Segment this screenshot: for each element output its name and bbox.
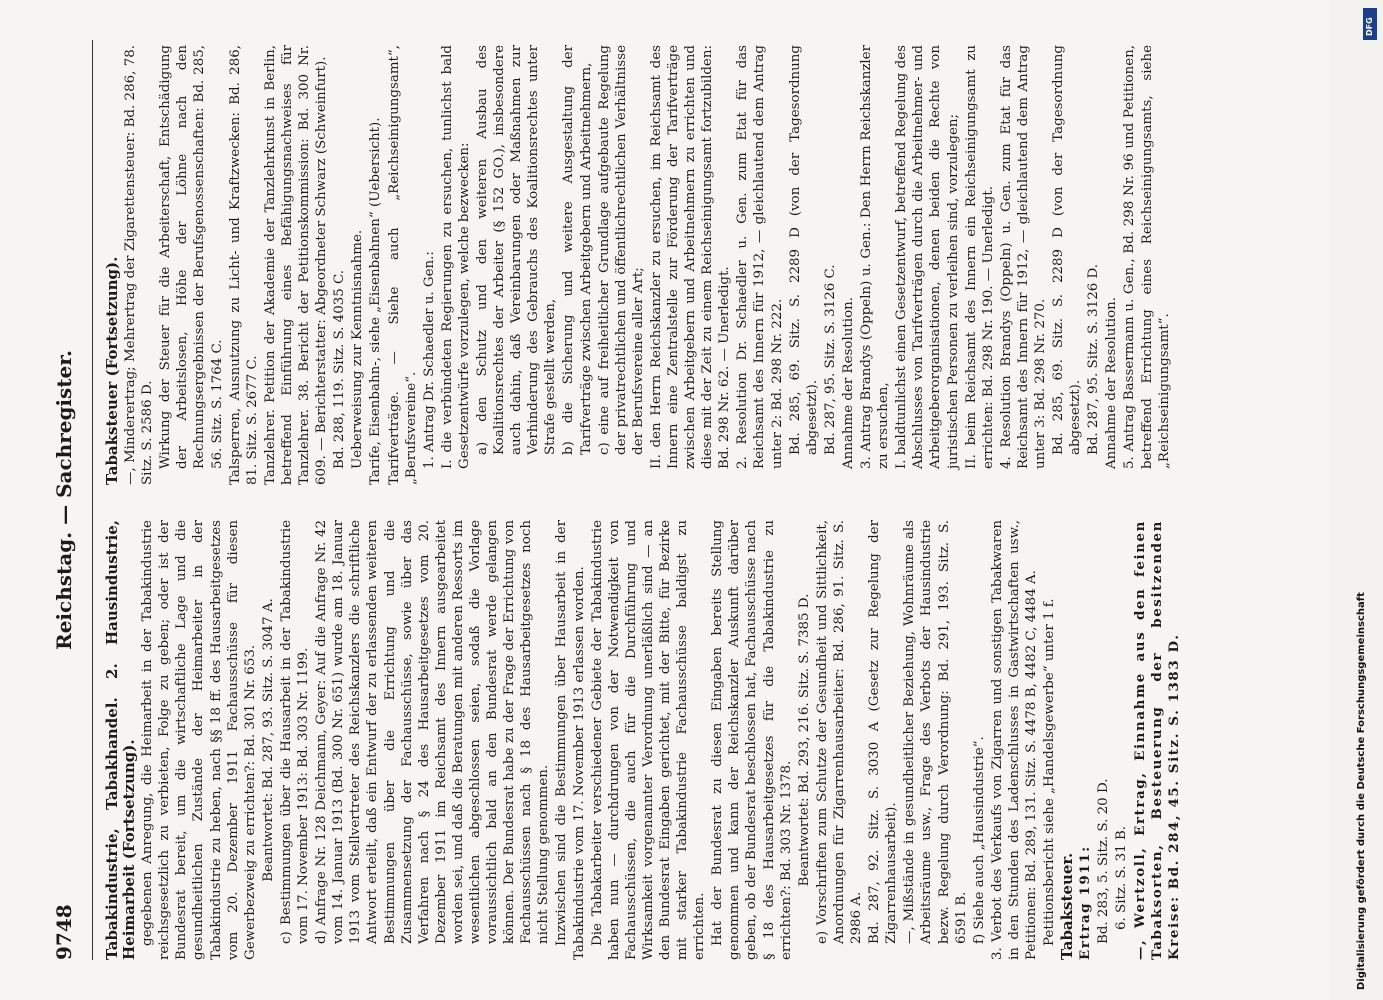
- entry-text: 1. Antrag Dr. Schaedler u. Gen.:: [421, 251, 437, 469]
- right-column: [104, 45, 1174, 485]
- entry-text: 3. Antrag Brandys (Oppeln) u. Gen.: Den Herrn Reichskanzler zu ersuchen,: [859, 45, 892, 469]
- page-number: 9748: [52, 904, 76, 960]
- entry-text: gegebenen Anregung, die Heimarbeit in der Tabakindustrie reichsgesetzlich zu verbieten, Folge zu geben; oder ist der Bundesrat bereit, um die wirtschaftliche Lage und die gesundheitlichen Zustände der Heimarbeiter in der Tabakindustrie zu heben, nach §§ 18 ff. des Hausarbeitgesetzes vom 20. Dezember 1911 Fachausschüsse für diesen Gewerbezweig zu errichten?: Bd. 301 Nr. 653.: [140, 520, 258, 960]
- entry-text: Tarife, Eisenbahn-, siehe „Eisenbahnen“ (Uebersicht).: [368, 117, 384, 485]
- entry-reference: Bd. 285, 69. Sitz. S. 2289 D (von der Tagesordnung abgesetzt).: [787, 45, 820, 455]
- entry-text: Ueberweisung zur Kenntnisnahme.: [350, 229, 366, 469]
- entry-reference: 6. Sitz. S. 31 B.: [1114, 825, 1130, 930]
- entry-reference: Beantwortet: Bd. 287, 93. Sitz. S. 3047 A.: [260, 598, 276, 882]
- dfg-logo-text: DFG: [1365, 17, 1374, 36]
- entry-text: Tanzlehrer. Petition der Akademie der Tanzlehrkunst in Berlin, betreffend Einführung eines Befähigungsnachweises für Tanzlehrer. 38. Bericht der Petitionskommission: Bd. 300 Nr. 609. — Berichterstatter: Abgeordneter Schwarz (Schweinfurt).: [262, 45, 330, 485]
- entry-text: I. die verbündeten Regierungen zu ersuchen, tunlichst bald Gesetzentwürfe vorzulegen, welche bezwecken:: [439, 45, 472, 469]
- entry-text: —, Mißstände in gesundheitlicher Beziehung, Wohnräume als Arbeitsräume usw., Frage des Verbots der Hausindustrie bezw. Regelung durch Verordnung: Bd. 291, 193. Sitz. S. 6591 B.: [902, 520, 969, 944]
- entry-text: a) den Schutz und den weiteren Ausbau des Koalitionsrechtes der Arbeiter (§ 152 GO.), insbesondere auch dahin, daß Vereinbarungen oder Maßnahmen zur Verhinderung des Gebrauchs des Koalitionsrechtes unter Strafe gestellt werden,: [474, 45, 559, 455]
- running-title: Reichstag. — Sachregister.: [52, 350, 76, 650]
- entry-reference: Bd. 287, 95. Sitz. S. 3126 D.: [1086, 263, 1102, 455]
- entry-text: c) Bestimmungen über die Hausarbeit in der Tabakindustrie vom 17. November 1913: Bd. 303 Nr. 1199.: [278, 520, 312, 944]
- entry-text: Wirkung der Steuer für die Arbeiterschaft, Entschädigung der Arbeitslosen, Höhe der Löhne nach den Rechnungsergebnissen der Berufsgenossenschaften: Bd. 285, 56. Sitz. S. 1764 C.: [158, 45, 225, 469]
- entry-text: 5. Antrag Bassermann u. Gen., Bd. 298 Nr. 96 und Petitionen, betreffend Errichtung eines Reichseinigungsamts, siehe „Reichseinigungsamt“.: [1122, 45, 1172, 469]
- entry-text: II. beim Reichsamt des Innern ein Reichseinigungsamt zu errichten: Bd. 298 Nr. 190. — Unerledigt.: [963, 45, 996, 469]
- entry-reference: Bd. 288, 119. Sitz. S. 4035 C.: [332, 269, 348, 469]
- entry-text: —, Wertzoll, Ertrag, Einnahme aus den feinen Tabaksorten, Besteuerung der besitzenden Kreise: Bd. 284, 45. Sitz. S. 1383 D.: [1131, 520, 1182, 960]
- entry-text: 4. Resolution Brandys (Oppeln) u. Gen. zum Etat für das Reichsamt des Innern für 1912, — gleichlautend dem Antrag unter 3: Bd. 298 Nr. 270.: [998, 45, 1048, 469]
- entry-reference: Beantwortet: Bd. 293, 216. Sitz. S. 7385 D.: [796, 593, 812, 887]
- entry-heading: Tabaksteuer.: [1058, 852, 1077, 960]
- entry-text: c) eine auf freiheitlicher Grundlage aufgebaute Regelung der privatrechtlichen und öffentlichrechtlichen Verhältnisse der Berufsvereine aller Art;: [596, 45, 646, 455]
- entry-reference: Bd. 287, 92. Sitz. S. 3030 A (Gesetz zur Regelung der Zigarrenhausarbeit).: [867, 520, 900, 944]
- entry-reference: Bd. 283, 5. Sitz. S. 20 D.: [1096, 778, 1112, 944]
- left-column: [104, 520, 1184, 960]
- entry-text: Talsperren, Ausnutzung zu Licht- und Kraftzwecken: Bd. 286, 81. Sitz. S. 2677 C.: [227, 45, 260, 485]
- entry-text: f) Siehe auch „Hausindustrie“.: [971, 736, 987, 944]
- entry-text: II. den Herrn Reichskanzler zu ersuchen, im Reichsamt des Innern eine Zentralstelle zur Förderung der Tarifverträge zwischen Arbeitgebern und Arbeitnehmern zu errichten und diese mit der Zeit zu einem Reichseinigungsamt fortzubilden: Bd. 298 Nr. 62. — Unerledigt.: [648, 45, 733, 469]
- entry-text: Inzwischen sind die Bestimmungen über Hausarbeit in der Tabakindustrie vom 17. November 1913 erlassen worden.: [554, 520, 587, 960]
- dfg-logo: [1363, 8, 1377, 40]
- entry-text: Petitionsbericht siehe „Handelsgewerbe“ unter 1 f.: [1042, 598, 1058, 946]
- entry-heading: Tabakindustrie, Tabakhandel. 2. Hausindustrie, Heimarbeit (Fortsetzung).: [103, 520, 139, 960]
- entry-text: Annahme der Resolution.: [840, 296, 856, 469]
- entry-text: Annahme der Resolution.: [1104, 296, 1120, 469]
- entry-text: —, Minderertrag; Mehrertrag der Zigarettensteuer: Bd. 286, 78. Sitz. S. 2586 D.: [123, 45, 156, 485]
- entry-text: b) die Sicherung und weitere Ausgestaltung der Tarifverträge zwischen Arbeitgebern und Arbeitnehmern,: [561, 45, 594, 455]
- entry-text: 3. Verbot des Verkaufs von Zigarren und sonstigen Tabakwaren in den Stunden des Ladenschlusses in Gastwirtschaften usw., Petitionen: Bd. 289, 131. Sitz. S. 4478 B, 4482 C, 4484 A.: [989, 520, 1039, 960]
- entry-reference: Bd. 285, 69. Sitz. S. 2289 D (von der Tagesordnung abgesetzt).: [1051, 45, 1084, 455]
- header-rule: [92, 40, 93, 960]
- entry-text: Die Tabakarbeiter verschiedener Gebiete der Tabakindustrie haben nun — durchdrungen von der Notwendigkeit von Fachausschüssen, die auch für die Durchführung und Wirksamkeit vorgenannter Verordnung unerläßlich sind — an den Bundesrat Eingaben gerichtet, mit der Bitte, für Bezirke mit starker Tabakindustrie Fachausschüsse baldigst zu errichten.: [589, 520, 708, 960]
- entry-text: Tarifverträge. — Siehe auch „Reichseinigungsamt“, „Berufsvereine“.: [386, 45, 419, 485]
- entry-text: I. baldtunlichst einen Gesetzentwurf, betreffend Regelung des Abschlusses von Tarifverträgen durch die Arbeitnehmer- und Arbeitgeberorganisationen, denen beiden die Rechte von juristischen Personen zu verleihen sind, vorzulegen;: [894, 45, 961, 469]
- entry-text: e) Vorschriften zum Schutze der Gesundheit und Sittlichkeit, Anordnungen für Zigarrenhausarbeiter: Bd. 286, 91. Sitz. S. 2986 A.: [814, 520, 865, 944]
- entry-text: 2. Resolution Dr. Schaedler u. Gen. zum Etat für das Reichsamt des Innern für 1912, — gleichlautend dem Antrag unter 2: Bd. 298 Nr. 222.: [735, 45, 785, 469]
- entry-reference: Bd. 287, 95. Sitz. S. 3126 C.: [822, 264, 838, 455]
- entry-text: d) Anfrage Nr. 128 Deichmann, Geyer: Auf die Anfrage Nr. 42 vom 14. Januar 1913 (Bd. 300 Nr. 651) wurde am 18. Januar 1913 vom Stellvertreter des Reichskanzlers die schriftliche Antwort erteilt, daß ein Entwurf der zu erlassenden weiteren Bestimmungen über die Errichtung und die Zusammensetzung der Fachausschüsse, sowie über das Verfahren nach § 24 des Hausarbeitgesetzes vom 20. Dezember 1911 im Reichsamt des Innern ausgearbeitet worden sei, und daß die Beratungen mit anderen Ressorts im wesentlichen abgeschlossen seien, sodaß die Vorlage voraussichtlich bald an den Bundesrat werde gelangen können. Der Bundesrat habe zu der Frage der Errichtung von Fachausschüssen nach § 18 des Hausarbeitgesetzes noch nicht Stellung genommen.: [314, 520, 552, 944]
- entry-heading: Tabaksteuer (Fortsetzung).: [103, 256, 121, 485]
- digitization-note: Digitalisierung gefördert durch die Deutsche Forschungsgemeinschaft: [1356, 592, 1367, 990]
- entry-text: Hat der Bundesrat zu diesen Eingaben bereits Stellung genommen und kann der Reichskanzler Auskunft darüber geben, ob der Bundesrat beschlossen hat, Fachausschüsse nach § 18 des Hausarbeitgesetzes für die Tabakindustrie zu errichten?: Bd. 303 Nr. 1378.: [710, 520, 794, 960]
- entry-subheading: Ertrag 1911:: [1077, 845, 1094, 960]
